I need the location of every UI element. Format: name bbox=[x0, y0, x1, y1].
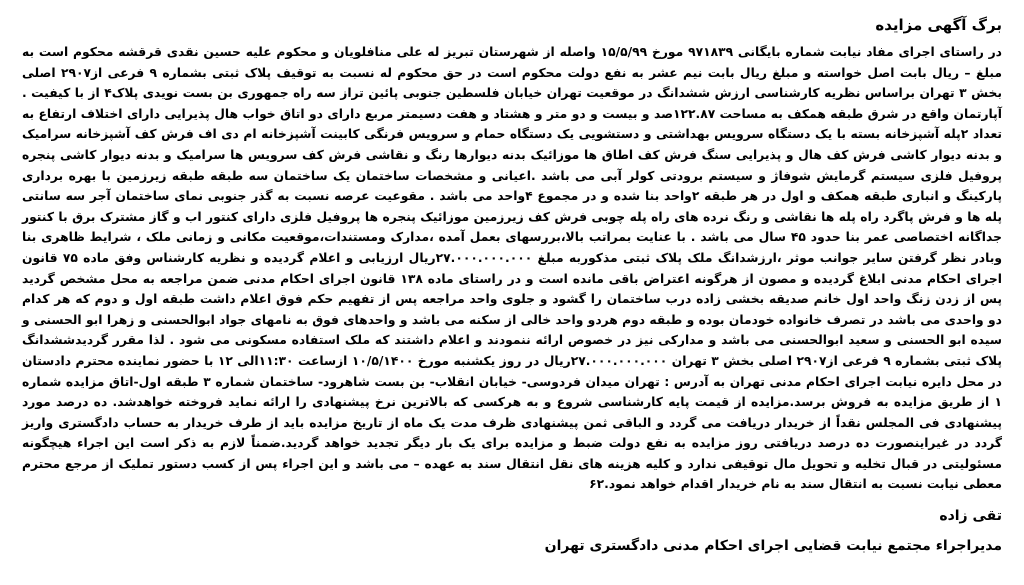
notice-body: در راستای اجرای مفاد نیابت شماره بایگانی ۹۷۱۸۳۹ مورخ ۱۵/۵/۹۹ واصله از شهرستان تبریز له علی منافلویان و محکوم علیه حسین نقدی قرقشه محکوم است به مبلغ – ریال بابت اصل خواسته و مبلغ ریال بابت نیم عشر به نفع دولت محکوم است در حق محکوم له نسبت به توقیف پلاک ثبتی بشماره ۹ فرعی از۲۹۰۷ اصلی بخش ۳ تهران براساس نظریه کارشناسی ارزش ششدانگ در موقعیت تهران خیابان فلسطین جنوبی پائین تراز سه راه جمهوری بن بست نویدی پلاک۴ از با کیفیت . آپارتمان واقع در شرق طبقه همکف به مساحت ۱۲۲.۸۷صد و بیست و دو متر و هشتاد و هفت دسیمتر مربع دارای دو اتاق خواب هال پذیرایی دارای اختلاف ارتفاع به تعداد ۲پله آشپزخانه بسته با یک دستگاه سرویس بهداشتی و دستشویی یک دستگاه حمام و سرویس فرنگی کابینت آشپزخانه ام دی اف فرش کف آشپزخانه سرامیک و بدنه دیوار کاشی فرش کف هال و پذیرایی سنگ فرش کف اطاق ها موزائیک بدنه دیوارها رنگ و نقاشی فرش کف سرویس ها سرامیک و بدنه دیوار کاشی پنجره پروفیل فلزی سیستم گرمایش شوفاژ و سیستم برودتی کولر آبی می باشد .اعیانی و مشخصات ساختمان یک ساختمان سه طبقه طبقه زیرزمین با بهره برداری پارکینگ و انباری طبقه همکف و اول در هر طبقه ۲واحد بنا شده و در مجموع ۴واحد می باشد . مقوعیت عرصه نسبت به گذر جنوبی نمای ساختمان آجر سه سانتی پله ها و فرش پاگرد راه پله ها نقاشی و رنگ نرده های راه پله چوبی فرش کف زیرزمین موزائیک پنجره ها پروفیل فلزی دارای کنتور اب و گاز مشترک برق با کنتور جداگانه اختصاصی عمر بنا حدود ۴۵ سال می باشد . با عنایت بمراتب بالا،بررسهای بعمل آمده ،مدارک ومستندات،موقعیت مکانی و زمانی ملک ، شرایط ظاهری بنا وبادر نظر گرفتن سایر جوانب موثر ،ارزشدانگ ملک پلاک ثبتی مذکوربه مبلغ ۲۷.۰۰۰.۰۰۰.۰۰۰ریال ارزیابی و اعلام گردیده و نظریه کارشناس وفق ماده ۷۵ قانون اجرای احکام مدنی ابلاغ گردیده و مصون از هرگونه اعتراض باقی مانده است و در راستای ماده ۱۳۸ قانون اجرای احکام مدنی ضمن مراجعه به محل مشخص گردید پس از زدن زنگ واحد اول خانم صدیقه بخشی زاده درب ساختمان را گشود و جلوی واحد مراجعه پس از تفهیم حکم فوق اعلام داشت طبقه اول و دوم که هر کدام دو واحدی می باشد در تصرف خانواده خودمان بوده و طبقه دوم هردو واحد خالی از سکنه می باشد و واحدهای فوق به نامهای جواد ابوالحسنی و زهرا ابو الحسنی و سیده ابو الحسنی و سعید ابوالحسنی می باشد و مدارکی نیز در خصوص ارائه ننمودند و اعلام داشتند که ملک استفاده مسکونی می شود . لذا مقرر گردیدششدانگ پلاک ثبتی بشماره ۹ فرعی از۲۹۰۷ اصلی بخش ۳ تهران ۲۷.۰۰۰.۰۰۰.۰۰۰ریال در روز یکشنبه مورخ ۱۰/۵/۱۴۰۰ ازساعت ۱۱:۳۰الی ۱۲ با حضور نماینده محترم دادستان در محل دایره نیابت اجرای احکام مدنی تهران به آدرس : تهران میدان فردوسی- خیابان انقلاب- بن بست شاهرود- ساختمان شماره ۳ طبقه اول-اتاق مزایده شماره ۱ از طریق مزایده به فروش برسد.مزایده از قیمت پایه کارشناسی شروع و به هرکسی که بالاترین نرخ پیشنهادی را ارائه نماید فروخته خواهدشد. ده درصد مورد پیشنهادی فی المجلس نقداً از خریدار دریافت می گردد و الباقی ثمن پیشنهادی ظرف مدت یک ماه از تاریخ مزایده باید از طرف خریدار به حساب دادگستری واریز گردد در غیراینصورت ده درصد دریافتی روز مزایده به نفع دولت ضبط و مزایده برای یک بار دیگر تجدید خواهد گردید.ضمناً لازم به ذکر است این اجراء هیچگونه مسئولیتی در قبال تخلیه و تحویل مال توقیفی ندارد و کلیه هزینه های نقل انتقال سند به عهده – می باشد و این اجراء پس از کسب دستور تملیک از مرجع محترم معطی نیابت نسبت به انتقال سند به نام خریدار اقدام خواهد نمود.۶۲ bbox=[22, 45, 1003, 492]
issuing-office: مدیراجراء مجتمع نیابت قضایی اجرای احکام مدنی دادگستری تهران bbox=[544, 538, 1002, 555]
notice-title: برگ آگهی مزایده bbox=[875, 16, 1002, 34]
signer-name: تقی زاده bbox=[939, 508, 1002, 525]
